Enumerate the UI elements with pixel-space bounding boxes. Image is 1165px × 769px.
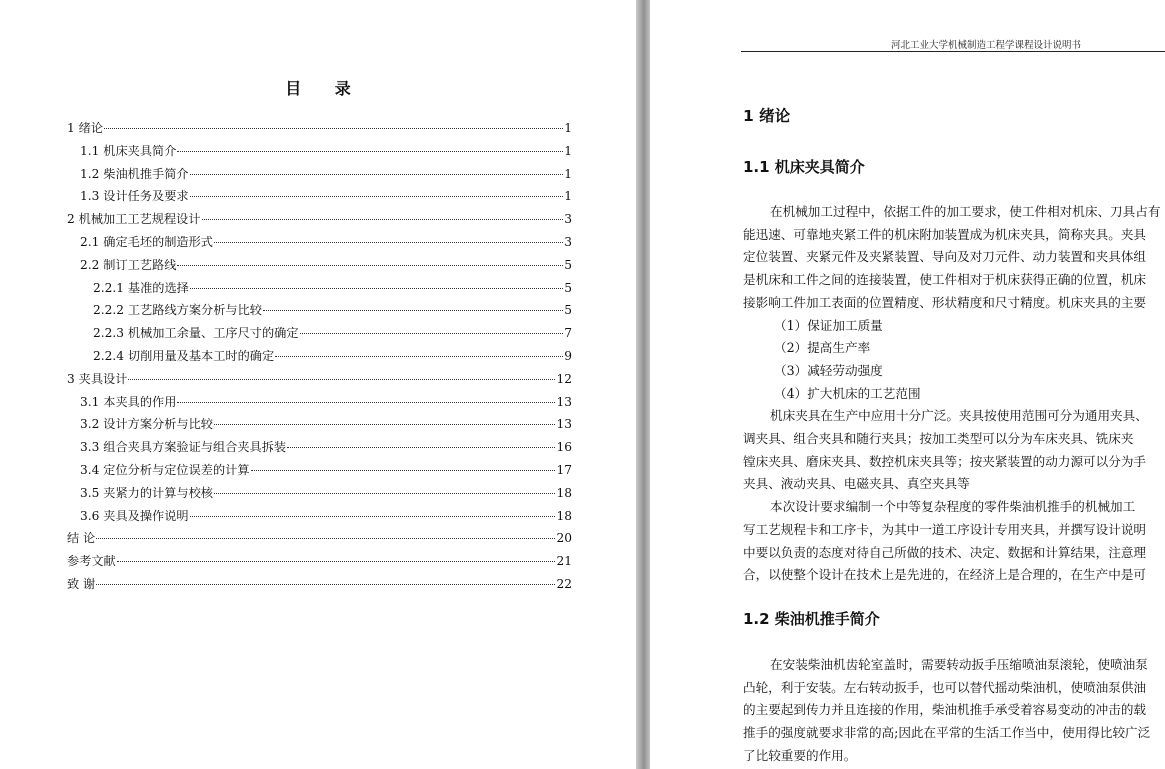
toc-entry-title: 2.2.3 机械加工余量、工序尺寸的确定	[93, 326, 299, 341]
toc-entry-page: 17	[556, 463, 572, 477]
toc-leader-dots	[96, 538, 555, 539]
toc-entry-page: 1	[564, 166, 572, 181]
toc-entry-page: 1	[564, 189, 572, 204]
toc-entry[interactable]	[93, 301, 572, 319]
toc-leader-dots	[177, 151, 563, 152]
body-line: 调夹具、组合夹具和随行夹具；按加工类型可以分为车床夹具、铣床夹	[743, 431, 1134, 446]
toc-leader-dots	[104, 128, 563, 129]
toc-entry-page: 12	[556, 371, 572, 386]
toc-entry-page: 5	[564, 303, 572, 318]
toc-entry[interactable]	[80, 461, 572, 479]
toc-title: 目 录	[285, 79, 365, 98]
toc-entry[interactable]	[67, 119, 572, 137]
toc-entry-page: 9	[564, 349, 572, 363]
toc-entry-title: 1 绪论	[67, 121, 104, 135]
toc-entry-title: 2 机械加工工艺规程设计	[67, 212, 201, 227]
toc-entry-title: 3.1 本夹具的作用	[80, 394, 177, 409]
body-line: （4）扩大机床的工艺范围	[774, 385, 921, 401]
toc-entry-page: 3	[564, 212, 572, 227]
toc-leader-dots	[190, 516, 556, 517]
toc-entry-page: 13	[556, 394, 572, 409]
toc-entry-page: 3	[564, 235, 572, 249]
toc-entry-title: 2.1 确定毛坯的制造形式	[80, 235, 213, 249]
toc-leader-dots	[287, 447, 555, 448]
content-page	[650, 0, 1165, 769]
toc-entry-page: 1	[564, 143, 572, 158]
toc-entry-title: 2.2.2 工艺路线方案分析与比较	[93, 303, 262, 318]
toc-leader-dots	[251, 470, 556, 471]
body-line: 凸轮，利于安装。左右转动扳手，也可以替代摇动柴油机，使喷油泵供油	[743, 679, 1146, 695]
toc-entry-page: 13	[556, 417, 572, 432]
chapter-heading: 1 绪论	[743, 107, 791, 125]
body-line: 定位装置、夹紧元件及夹紧装置、导向及对刀元件、动力装置和夹具体组	[743, 249, 1146, 265]
toc-leader-dots	[177, 402, 555, 403]
body-line: 是机床和工件之间的连接装置，使工件相对于机床获得正确的位置，机床	[743, 272, 1146, 288]
body-line: （1）保证加工质量	[774, 317, 883, 333]
toc-leader-dots	[177, 265, 563, 266]
toc-leader-dots	[202, 219, 564, 220]
body-line: 的主要起到传力并且连接的作用，柴油机推手承受着容易变动的冲击的载	[743, 702, 1146, 718]
toc-entry[interactable]	[93, 347, 572, 365]
body-line: 在安装柴油机齿轮室盖时，需要转动扳手压缩喷油泵滚轮，使喷油泵	[770, 657, 1148, 672]
toc-leader-dots	[214, 493, 556, 494]
body-line: 机床夹具在生产中应用十分广泛。夹具按使用范围可分为通用夹具、	[770, 408, 1148, 424]
toc-entry-title: 3.5 夹紧力的计算与校核	[80, 485, 213, 500]
toc-leader-dots	[190, 288, 563, 289]
body-line: （3）减轻劳动强度	[774, 362, 883, 378]
toc-entry[interactable]	[80, 393, 572, 411]
toc-leader-dots	[263, 310, 563, 311]
page-gutter	[636, 0, 650, 769]
toc-entry-title: 结 论	[67, 531, 96, 546]
body-line: 镗床夹具、磨床夹具、数控机床夹具等；按夹紧装置的动力源可以分为手	[743, 453, 1146, 469]
body-line: 了比较重要的作用。	[743, 747, 857, 763]
toc-entry[interactable]	[80, 438, 572, 456]
body-line: 本次设计要求编制一个中等复杂程度的零件柴油机推手的机械加工	[770, 499, 1136, 515]
toc-leader-dots	[128, 379, 555, 380]
toc-entry-page: 21	[556, 554, 572, 569]
toc-entry-title: 2.2 制订工艺路线	[80, 257, 177, 272]
toc-entry-page: 18	[556, 485, 572, 500]
body-line: 夹具、液动夹具、电磁夹具、真空夹具等	[743, 476, 970, 492]
toc-entry[interactable]	[80, 256, 572, 274]
toc-entry[interactable]	[80, 142, 572, 160]
body-line: 能迅速、可靠地夹紧工件的机床附加装置成为机床夹具，简称夹具。夹具	[743, 226, 1146, 242]
toc-entry-title: 参考文献	[67, 554, 116, 569]
toc-entry-page: 20	[556, 531, 572, 546]
body-line: 推手的强度就要求非常的高;因此在平常的生活工作当中，使用得比较广泛	[743, 725, 1151, 741]
toc-entry[interactable]	[80, 415, 572, 433]
toc-entry-page: 18	[556, 508, 572, 523]
section-heading-1-2: 1.2 柴油机推手简介	[743, 610, 880, 628]
toc-entry-page: 5	[564, 280, 572, 295]
toc-entry[interactable]	[80, 165, 572, 183]
body-line: 在机械加工过程中，依据工件的加工要求，使工件相对机床、刀具占有	[770, 204, 1161, 219]
body-line: 接影响工件加工表面的位置精度、形状精度和尺寸精度。机床夹具的主要	[743, 294, 1146, 310]
toc-entry[interactable]	[67, 552, 572, 570]
toc-entry-page: 16	[556, 440, 572, 455]
toc-entry-page: 22	[556, 577, 572, 591]
toc-entry-title: 3 夹具设计	[67, 371, 128, 386]
toc-entry-title: 3.6 夹具及操作说明	[80, 508, 189, 523]
toc-leader-dots	[214, 424, 556, 425]
toc-entry[interactable]	[80, 233, 572, 251]
body-line: （2）提高生产率	[774, 340, 871, 356]
toc-entry-title: 1.2 柴油机推手简介	[80, 166, 189, 181]
section-heading-1-1: 1.1 机床夹具简介	[743, 158, 865, 176]
toc-entry[interactable]	[80, 484, 572, 502]
toc-entry-title: 3.3 组合夹具方案验证与组合夹具拆装	[80, 440, 287, 455]
toc-entry-title: 3.4 定位分析与定位误差的计算	[80, 463, 250, 477]
toc-entry-page: 5	[564, 257, 572, 272]
toc-entry[interactable]	[93, 279, 572, 297]
toc-entry[interactable]	[67, 370, 572, 388]
toc-entry-title: 2.2.4 切削用量及基本工时的确定	[93, 349, 275, 363]
toc-entry[interactable]	[93, 324, 572, 342]
body-line: 合，以使整个设计在技术上是先进的，在经济上是合理的，在生产中是可	[743, 567, 1146, 583]
toc-entry-title: 3.2 设计方案分析与比较	[80, 417, 213, 432]
toc-entry[interactable]	[67, 210, 572, 228]
toc-entry-page: 1	[564, 121, 572, 135]
toc-entry[interactable]	[80, 507, 572, 525]
toc-leader-dots	[214, 242, 563, 243]
toc-entry[interactable]	[80, 187, 572, 205]
toc-leader-dots	[190, 196, 564, 197]
toc-leader-dots	[275, 356, 563, 357]
body-line: 中要以负责的态度对待自己所做的技术、决定、数据和计算结果，注意理	[743, 544, 1146, 560]
toc-entry-title: 致 谢	[67, 577, 96, 591]
body-line: 写工艺规程卡和工序卡，为其中一道工序设计专用夹具，并撰写设计说明	[743, 521, 1146, 537]
toc-entry-title: 1.3 设计任务及要求	[80, 189, 189, 204]
toc-leader-dots	[96, 584, 555, 585]
page-header: 河北工业大学机械制造工程学课程设计说明书	[741, 40, 1165, 52]
toc-entry[interactable]	[67, 529, 572, 547]
toc-leader-dots	[117, 561, 556, 562]
toc-entry-page: 7	[564, 326, 572, 341]
toc-entry[interactable]	[67, 575, 572, 593]
toc-entry-title: 2.2.1 基准的选择	[93, 280, 189, 295]
toc-leader-dots	[190, 174, 564, 175]
toc-leader-dots	[300, 333, 564, 334]
toc-entry-title: 1.1 机床夹具简介	[80, 143, 177, 158]
